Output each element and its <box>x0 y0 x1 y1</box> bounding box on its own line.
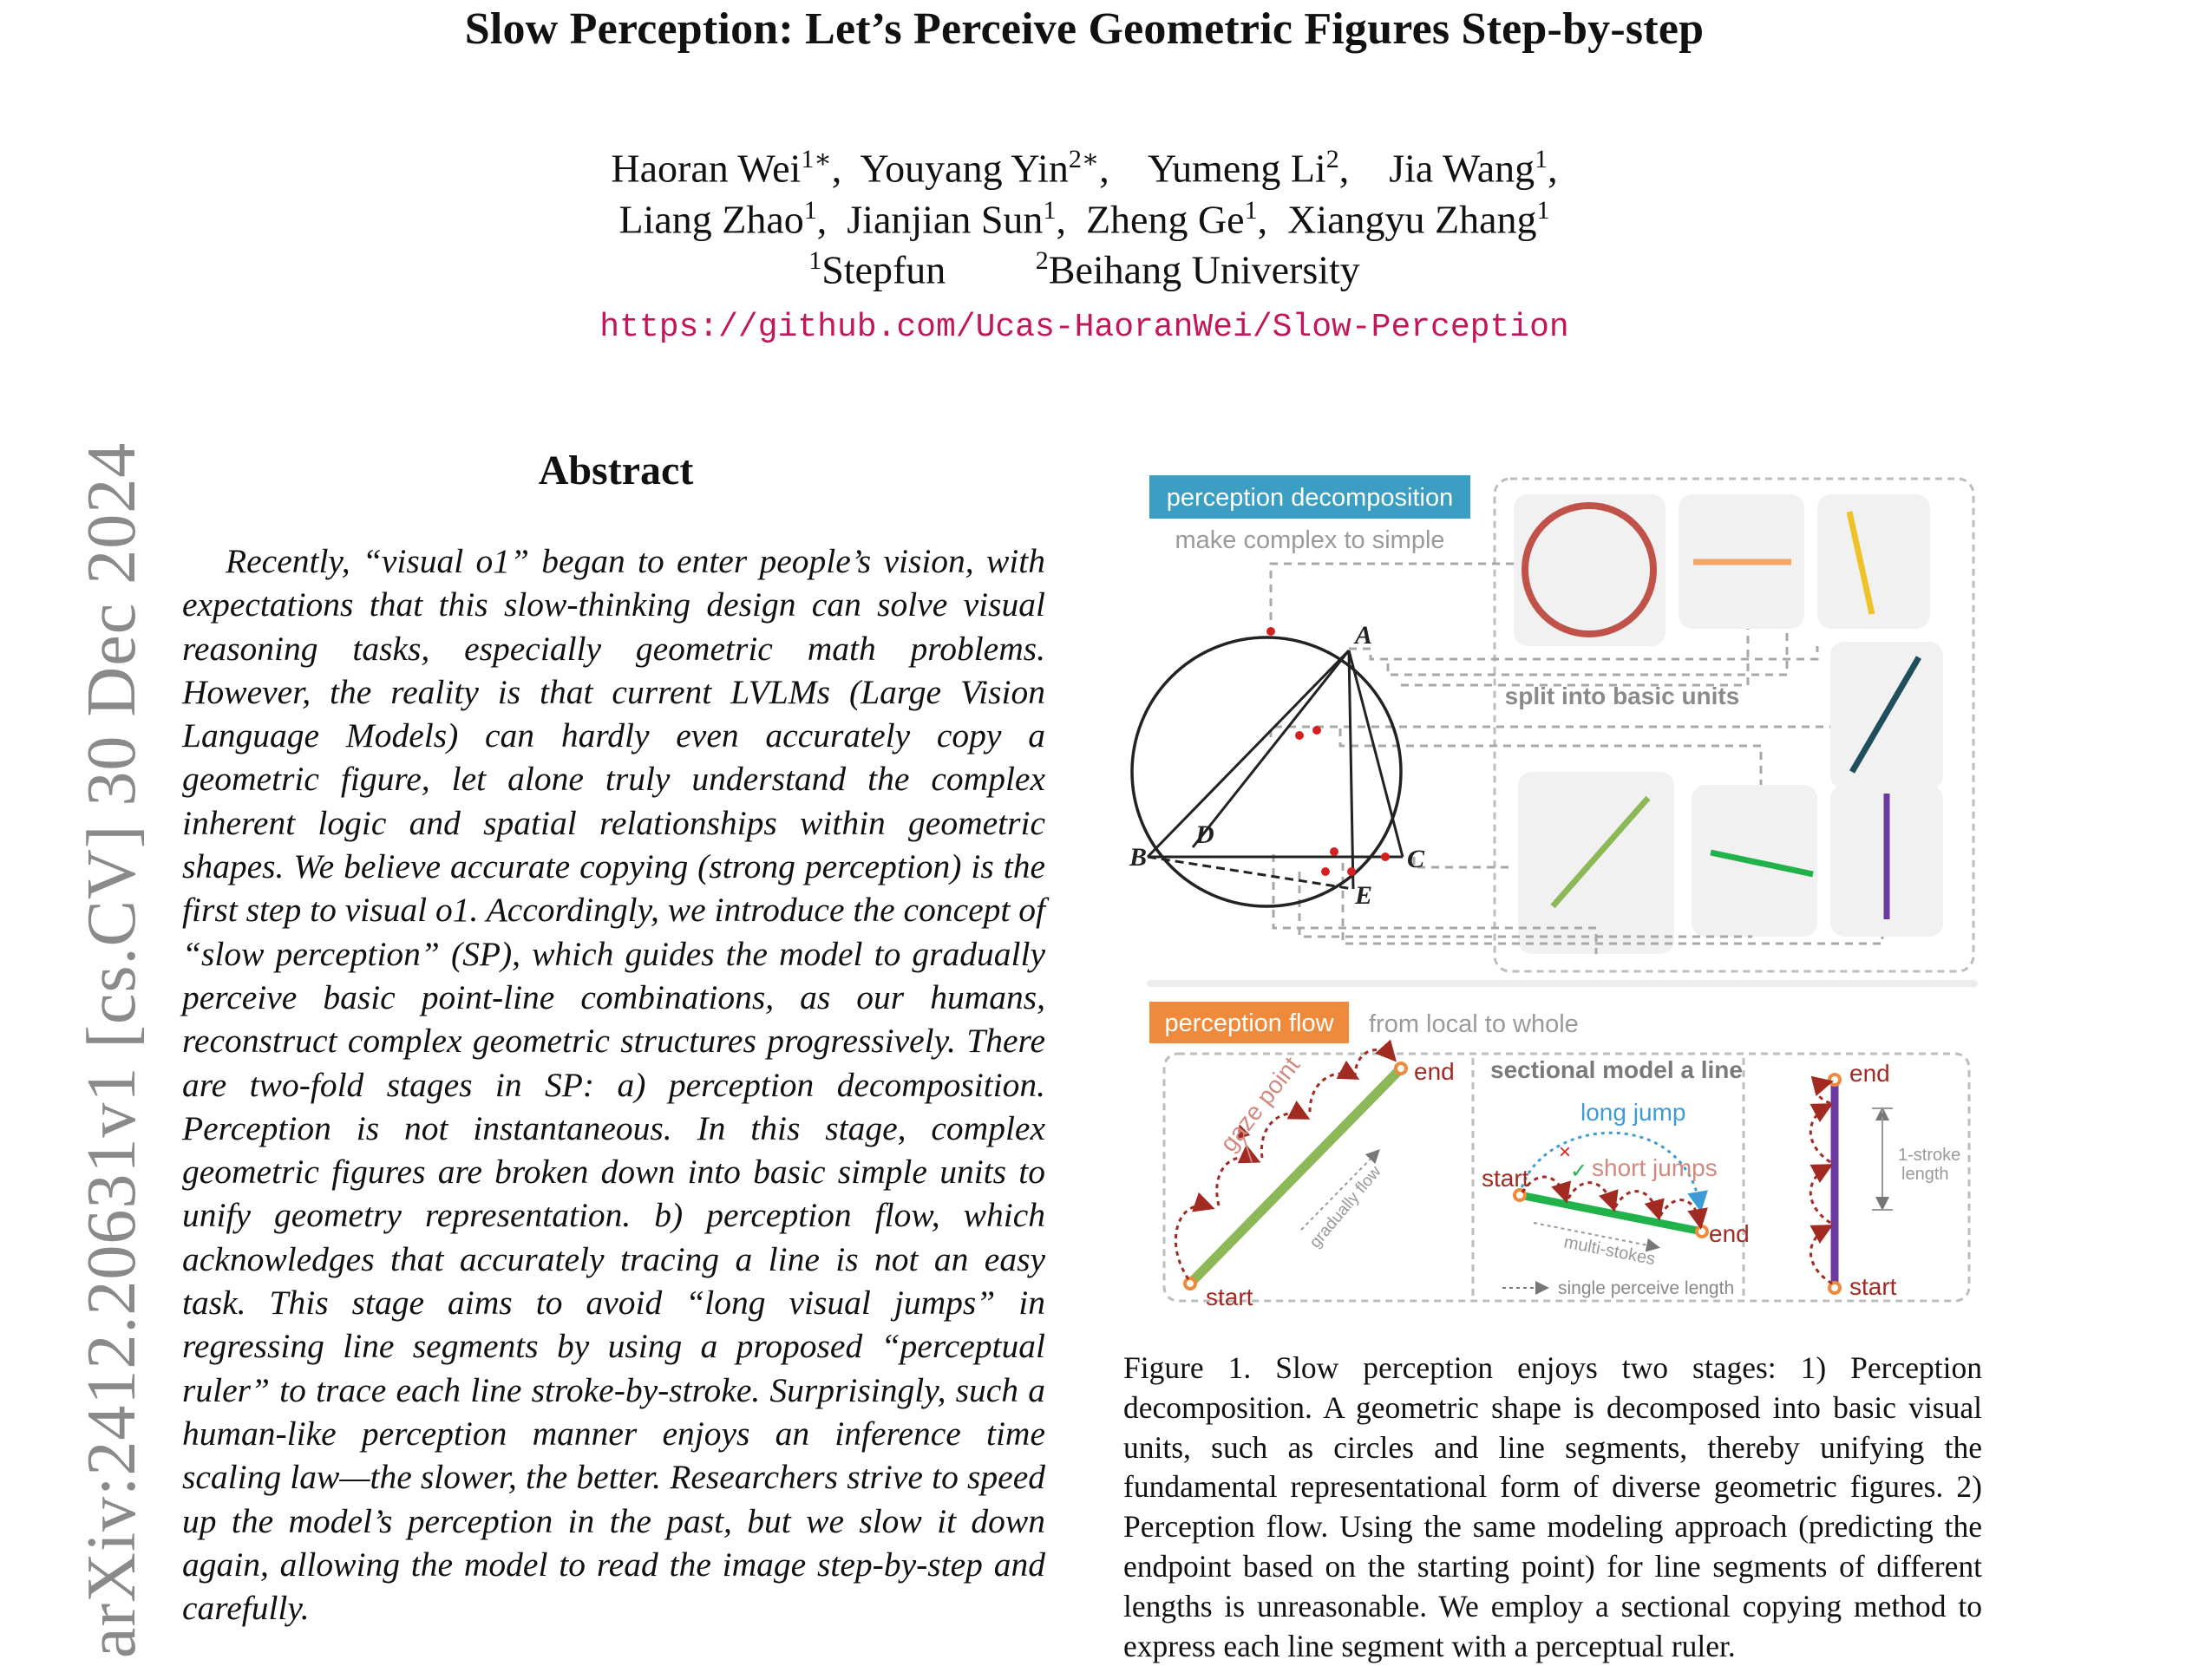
author-sup: 1 <box>803 196 817 225</box>
panel2-heading: sectional model a line <box>1490 1056 1743 1083</box>
author-sup: 2∗ <box>1068 145 1100 173</box>
split-label: split into basic units <box>1504 683 1740 709</box>
panel2-right-mark: ✓ <box>1570 1160 1588 1183</box>
author-name: Youyang Yin <box>860 146 1069 191</box>
author-sup: 2 <box>1325 145 1339 173</box>
flow-panel-1 <box>1175 1050 1454 1310</box>
abstract-heading: Abstract <box>538 448 694 493</box>
flow-tag: perception flow <box>1164 1009 1334 1037</box>
author-name: Zheng Ge <box>1085 197 1245 242</box>
point-label-c: C <box>1407 845 1425 873</box>
affiliation-name: Beihang University <box>1048 247 1360 292</box>
panel2-multi-label: multi-stokes <box>1562 1232 1657 1270</box>
panel3-end-label: end <box>1849 1060 1890 1087</box>
panel2-start-label: start <box>1482 1165 1529 1192</box>
author-sup: 1 <box>1244 196 1258 225</box>
figure-caption: Figure 1. Slow perception enjoys two stages: 1) Perception decomposition. A geometric shape is decomposed into basic visual units, such as circles and line segments, thereby unifying the fundamental representational form of diverse geometric figures. 2) Perception flow. Using the same modeling approach (predicting the endpoint based on the starting point) for line segments of different lengths is unreasonable. We employ a sectional copying method to express each line segment with a perceptual ruler. <box>1123 1350 1982 1663</box>
panel1-end-label: end <box>1414 1058 1455 1085</box>
paper-title: Slow Perception: Let’s Perceive Geometric Figures Step-by-step <box>464 4 1705 54</box>
panel2-short-jumps-label: short jumps <box>1592 1154 1718 1181</box>
author-line-2: Liang Zhao$^1$, Jianjian Sun$^1$, Zheng Ge$^1$, Xiangyu Zhang$^1$ <box>618 196 1550 242</box>
author-name: Xiangyu Zhang <box>1287 197 1537 242</box>
panel3-ruler-label-2: length <box>1901 1165 1949 1184</box>
affiliation-sup: 1 <box>808 246 822 275</box>
author-sup: 1∗ <box>801 145 832 173</box>
arxiv-stamp: arXiv:2412.20631v1 [cs.CV] 30 Dec 2024 <box>74 441 150 1658</box>
panel2-end-dot <box>1697 1226 1707 1237</box>
author-name: Haoran Wei <box>611 146 802 191</box>
author-name: Jianjian Sun <box>847 197 1044 242</box>
point-label-e: E <box>1355 881 1373 910</box>
author-sup: 1 <box>1536 196 1550 225</box>
github-link[interactable]: https://github.com/Ucas-HaoranWei/Slow-Perception <box>599 309 1569 346</box>
panel1-flow-label: gradually flow <box>1306 1162 1385 1252</box>
point-label-b: B <box>1129 843 1148 872</box>
panel1-end-dot <box>1396 1063 1406 1074</box>
panel3-ruler-label-1: 1-stroke <box>1898 1146 1961 1165</box>
geometry-figure <box>1129 621 1425 910</box>
author-name: Jia Wang <box>1389 146 1535 191</box>
author-line-1: Haoran Wei$^{1∗}$, Youyang Yin$^{2∗}$, Yumeng Li$^2$, Jia Wang$^1$, <box>611 145 1558 191</box>
section-divider <box>1147 980 1978 987</box>
decomposition-tag: perception decomposition <box>1166 484 1454 512</box>
panel2-long-jump-label: long jump <box>1580 1099 1686 1126</box>
panel3-start-label: start <box>1849 1273 1897 1300</box>
flow-subtitle: from local to whole <box>1369 1010 1579 1038</box>
panel1-gaze-label: gaze point <box>1214 1051 1306 1157</box>
flow-panel-2 <box>1482 1056 1750 1298</box>
affiliations <box>0 246 2169 292</box>
panel1-start-dot <box>1185 1278 1195 1289</box>
figure-1 <box>1128 460 1986 1327</box>
unit-tile-circle <box>1514 494 1666 646</box>
author-sup: 1 <box>1043 196 1057 225</box>
panel2-wrong-mark: × <box>1559 1140 1572 1164</box>
author-name: Yumeng Li <box>1148 146 1326 191</box>
flow-panel-3 <box>1810 1060 1960 1300</box>
panel1-start-label: start <box>1206 1284 1253 1310</box>
panel2-end-label: end <box>1709 1220 1750 1247</box>
panel3-jump-arcs <box>1810 1082 1832 1284</box>
point-label-d: D <box>1195 820 1214 849</box>
author-sup: 1 <box>1535 145 1548 173</box>
decomposition-subtitle: make complex to simple <box>1175 526 1445 554</box>
affiliation-sup: 2 <box>1035 246 1049 275</box>
point-label-a: A <box>1355 621 1373 650</box>
author-name: Liang Zhao <box>618 197 804 242</box>
panel2-legend-label: single perceive length <box>1558 1278 1735 1298</box>
affiliation-name: Stepfun <box>821 247 946 292</box>
panel3-end-dot <box>1829 1075 1840 1085</box>
abstract-text: Recently, “visual o1” began to enter people’s vision, with expectations that this slow-thinking design can solve visual reasoning tasks, especially geometric math problems. However, the reality is that current LVLMs (Large Vision Language Models) can hardly even accurately copy a geometric figure, let alone truly understand the complex inherent logic and spatial relationships within geometric shapes. We believe accurate copying (strong perception) is the first step to visual o1. Accordingly, we introduce the concept of “slow perception” (SP), which guides the model to gradually perceive basic point-line combinations, as our humans, reconstruct complex geometric structures progressively. There are two-fold stages in SP: a) perception decomposition. Perception is not instantaneous. In this stage, complex geometric figures are broken down into basic simple units to unify geometry representation. b) perception flow, which acknowledges that accurately tracing a line is not an easy task. This stage aims to avoid “long visual jumps” in regressing line segments by using a proposed “perceptual ruler” to trace each line stroke-by-stroke. Surprisingly, such a human-like perception manner enjoys an inference time scaling law—the slower, the better. Researchers strive to speed up the model’s perception in the past, but we slow it down again, allowing the model to read the image step-by-step and carefully. <box>182 542 1045 1628</box>
geometry-circle <box>1132 637 1401 906</box>
